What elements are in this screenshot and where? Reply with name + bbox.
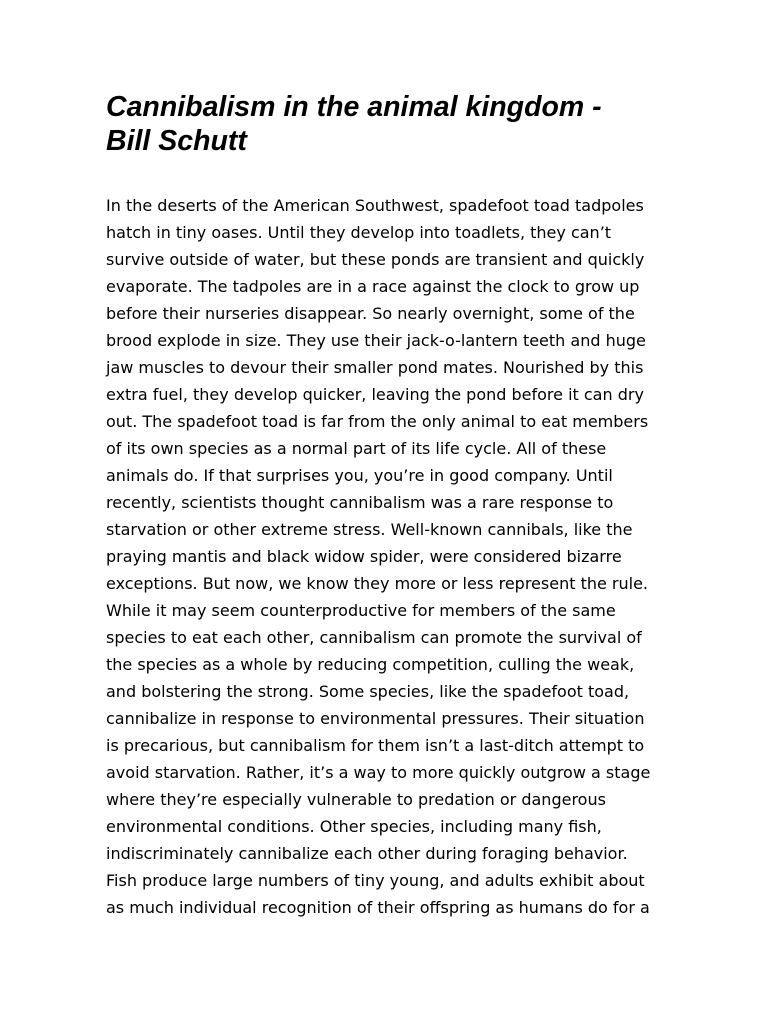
text-line: indiscriminately cannibalize each other during foraging behavior. [106,844,628,863]
text-line: the species as a whole by reducing competition, culling the weak, [106,655,635,674]
text-line: evaporate. The tadpoles are in a race against the clock to grow up [106,277,640,296]
text-line: praying mantis and black widow spider, were considered bizarre [106,547,622,566]
text-line: out. The spadefoot toad is far from the only animal to eat members [106,412,649,431]
text-line: In the deserts of the American Southwest, spadefoot toad tadpoles [106,196,644,215]
text-line: brood explode in size. They use their jack-o-lantern teeth and huge [106,331,646,350]
text-line: is precarious, but cannibalism for them isn’t a last-ditch attempt to [106,736,645,755]
text-line: as much individual recognition of their offspring as humans do for a [106,898,650,917]
text-line: of its own species as a normal part of its life cycle. All of these [106,439,607,458]
text-line: starvation or other extreme stress. Well-known cannibals, like the [106,520,633,539]
text-line: While it may seem counterproductive for members of the same [106,601,616,620]
text-line: where they’re especially vulnerable to predation or dangerous [106,790,606,809]
text-line: Fish produce large numbers of tiny young, and adults exhibit about [106,871,645,890]
text-line: environmental conditions. Other species, including many fish, [106,817,602,836]
body-paragraph [106,192,686,921]
text-line: cannibalize in response to environmental pressures. Their situation [106,709,645,728]
title-line: Cannibalism in the animal kingdom - [106,91,602,123]
text-line: animals do. If that surprises you, you’re in good company. Until [106,466,613,485]
text-line: and bolstering the strong. Some species, like the spadefoot toad, [106,682,630,701]
text-line: exceptions. But now, we know they more or less represent the rule. [106,574,649,593]
text-line: species to eat each other, cannibalism can promote the survival of [106,628,642,647]
text-line: before their nurseries disappear. So nearly overnight, some of the [106,304,635,323]
text-line: avoid starvation. Rather, it’s a way to more quickly outgrow a stage [106,763,651,782]
text-line: hatch in tiny oases. Until they develop into toadlets, they can’t [106,223,612,242]
text-line: recently, scientists thought cannibalism was a rare response to [106,493,614,512]
title-line: Bill Schutt [106,125,247,157]
text-line: jaw muscles to devour their smaller pond mates. Nourished by this [106,358,644,377]
text-line: survive outside of water, but these ponds are transient and quickly [106,250,645,269]
document-title [106,90,706,158]
text-line: extra fuel, they develop quicker, leaving the pond before it can dry [106,385,644,404]
